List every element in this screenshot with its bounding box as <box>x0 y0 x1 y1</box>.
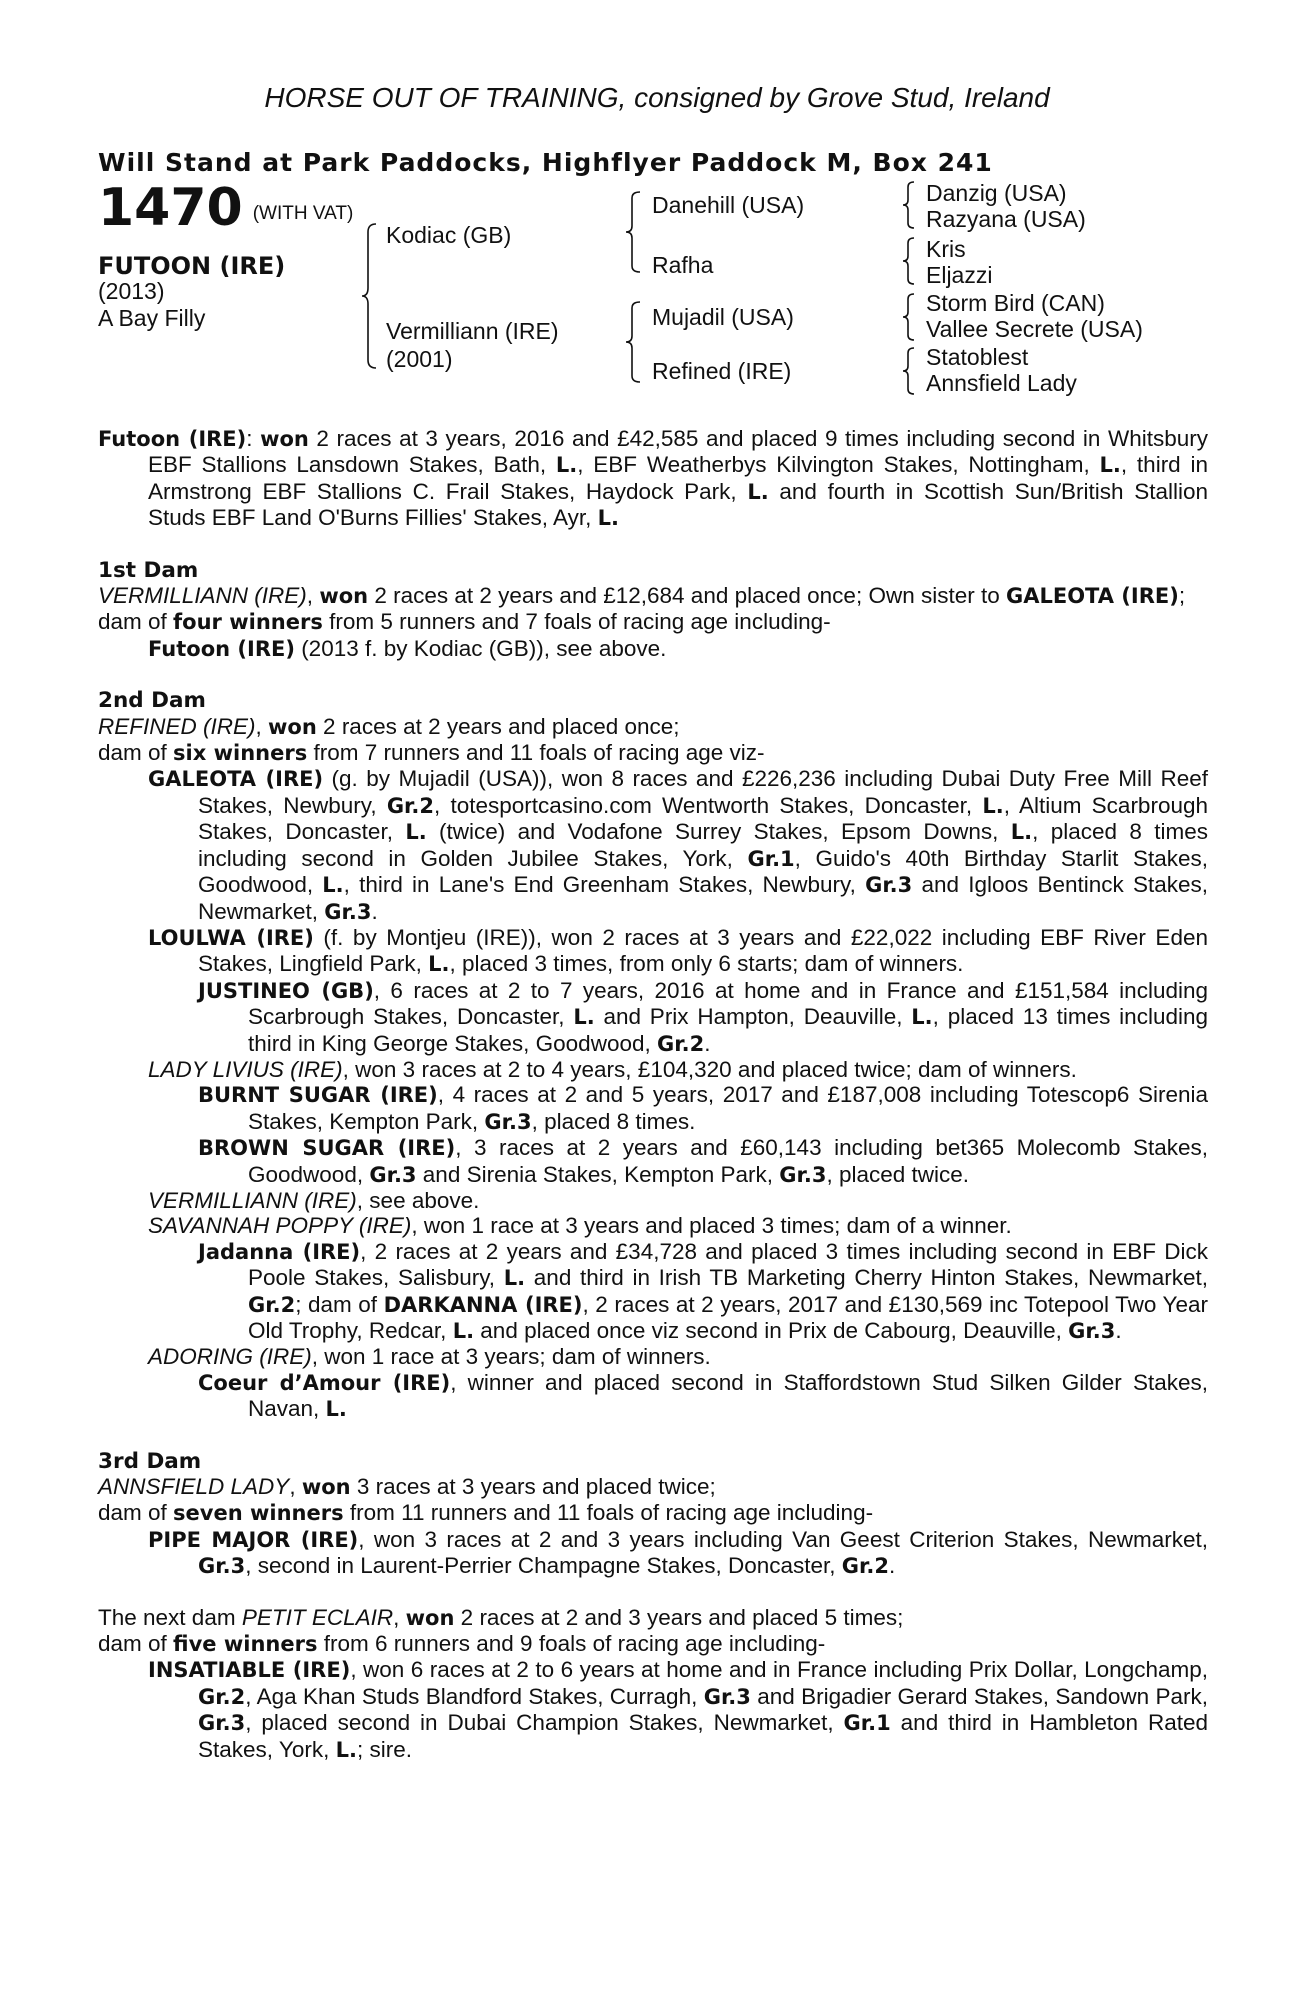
first-dam-foal: Futoon (IRE) (2013 f. by Kodiac (GB)), see above. <box>148 635 667 661</box>
pedigree-dam-dam: Refined (IRE) <box>652 358 792 384</box>
first-dam-produce: dam of four winners from 5 runners and 7 foals of racing age including- <box>98 609 831 635</box>
pedigree-ggp-4: Eljazzi <box>926 262 993 288</box>
pedigree-ggp-6: Vallee Secrete (USA) <box>926 316 1143 342</box>
brown-sugar-entry: BROWN SUGAR (IRE), 3 races at 2 years and £60,143 including bet365 Molecomb Stakes, Goodwood, Gr.3 and Sirenia Stakes, Kempton Park, Gr.3, placed twice. <box>198 1135 1208 1187</box>
pedigree-brace-ggp2 <box>900 236 918 286</box>
justineo-entry: JUSTINEO (GB), 6 races at 2 to 7 years, 2016 at home and in France and £151,584 including Scarbrough Stakes, Doncaster, L. and Prix Hampton, Deauville, L., placed 13 times including third in King George Stakes, Goodwood, Gr.2. <box>198 977 1208 1056</box>
lot-number: 1470 <box>98 178 243 238</box>
consignment-header: HORSE OUT OF TRAINING, consigned by Grove Stud, Ireland <box>264 82 1050 113</box>
pedigree-sire-sire: Danehill (USA) <box>652 192 805 218</box>
pedigree-ggp-1: Danzig (USA) <box>926 180 1067 206</box>
pedigree-dam-year: (2001) <box>386 346 453 372</box>
second-dam-paragraph: REFINED (IRE), won 2 races at 2 years and placed once; <box>98 713 680 739</box>
pedigree-text <box>98 426 1208 1763</box>
coeur-damour-entry: Coeur d’Amour (IRE), winner and placed second in Staffordstown Stud Silken Gilder Stakes, Navan, L. <box>198 1369 1208 1422</box>
jadanna-entry: Jadanna (IRE), 2 races at 2 years and £34,728 and placed 3 times including second in EBF Dick Poole Stakes, Salisbury, L. and third in Irish TB Marketing Cherry Hinton Stakes, Newmarket, Gr.2; dam of DARKANNA (IRE), 2 races at 2 years, 2017 and £130,569 inc Totepool Two Year Old Trophy, Redcar, L. and placed once viz second in Prix de Cabourg, Deauville, Gr.3. <box>198 1238 1208 1343</box>
horse-name: FUTOON (IRE) <box>98 252 286 280</box>
lady-livius-entry: LADY LIVIUS (IRE), won 3 races at 2 to 4 years, £104,320 and placed twice; dam of winners. <box>148 1056 1077 1082</box>
pedigree-sire: Kodiac (GB) <box>386 222 512 248</box>
pedigree-brace-main <box>360 222 380 370</box>
third-dam-paragraph: ANNSFIELD LADY, won 3 races at 3 years and placed twice; <box>98 1474 716 1500</box>
pedigree-sire-dam: Rafha <box>652 252 714 278</box>
horse-year: (2013) <box>98 278 165 304</box>
burnt-sugar-entry: BURNT SUGAR (IRE), 4 races at 2 and 5 years, 2017 and £187,008 including Totescop6 Sirenia Stakes, Kempton Park, Gr.3, placed 8 times. <box>198 1082 1208 1134</box>
pedigree-dam: Vermilliann (IRE) <box>386 318 559 344</box>
pedigree-ggp-2: Razyana (USA) <box>926 206 1086 232</box>
lot-number-line <box>98 178 354 238</box>
pedigree-brace-sire <box>624 190 644 274</box>
pedigree-ggp-5: Storm Bird (CAN) <box>926 290 1105 316</box>
pedigree-brace-dam <box>624 300 644 384</box>
next-dam-paragraph: The next dam PETIT ECLAIR, won 2 races at 2 and 3 years and placed 5 times; <box>98 1604 904 1630</box>
next-dam-produce: dam of five winners from 6 runners and 9 foals of racing age including- <box>98 1631 826 1657</box>
first-dam-paragraph: VERMILLIANN (IRE), won 2 races at 2 years and £12,684 and placed once; Own sister to GALEOTA (IRE); <box>98 583 1186 609</box>
pedigree-brace-ggp4 <box>900 346 918 396</box>
pedigree-brace-ggp1 <box>900 180 918 230</box>
insatiable-entry: INSATIABLE (IRE), won 6 races at 2 to 6 years at home and in France including Prix Dollar, Longchamp, Gr.2, Aga Khan Studs Blandford Stakes, Curragh, Gr.3 and Brigadier Gerard Stakes, Sandown Park, Gr.3, placed second in Dubai Champion Stakes, Newmarket, Gr.1 and third in Hambleton Rated Stakes, York, L.; sire. <box>148 1657 1209 1762</box>
vat-note: (WITH VAT) <box>252 203 354 224</box>
pedigree-dam-sire: Mujadil (USA) <box>652 304 794 330</box>
pedigree-ggp-3: Kris <box>926 236 966 262</box>
savannah-poppy-entry: SAVANNAH POPPY (IRE), won 1 race at 3 years and placed 3 times; dam of a winner. <box>148 1213 1012 1239</box>
pedigree-ggp-8: Annsfield Lady <box>926 370 1077 396</box>
first-dam-heading: 1st Dam <box>98 557 199 583</box>
third-dam-produce: dam of seven winners from 11 runners and 11 foals of racing age including- <box>98 1500 874 1526</box>
loulwa-entry: LOULWA (IRE) (f. by Montjeu (IRE)), won 2 races at 3 years and £22,022 including EBF River Eden Stakes, Lingfield Park, L., placed 3 times, from only 6 starts; dam of winners. <box>148 924 1208 977</box>
horse-description: A Bay Filly <box>98 305 206 331</box>
galeota-entry: GALEOTA (IRE) (g. by Mujadil (USA)), won 8 races and £226,236 including Dubai Duty Free Mill Reef Stakes, Newbury, Gr.2, totesportcasino.com Wentworth Stakes, Doncaster, L., Altium Scarbrough Stakes, Doncaster, L. (twice) and Vodafone Surrey Stakes, Epsom Downs, L., placed 8 times including second in Golden Jubilee Stakes, York, Gr.1, Guido's 40th Birthday Starlit Stakes, Goodwood, L., third in Lane's End Greenham Stakes, Newbury, Gr.3 and Igloos Bentinck Stakes, Newmarket, Gr.3. <box>148 766 1208 924</box>
pedigree-brace-ggp3 <box>900 292 918 342</box>
third-dam-heading: 3rd Dam <box>98 1448 202 1474</box>
futoon-paragraph: Futoon (IRE): won 2 races at 3 years, 2016 and £42,585 and placed 9 times including second in Whitsbury EBF Stallions Lansdown Stakes, Bath, L., EBF Weatherbys Kilvington Stakes, Nottingham, L., third in Armstrong EBF Stallions C. Frail Stakes, Haydock Park, L. and fourth in Scottish Sun/British Stallion Studs EBF Land O'Burns Fillies' Stakes, Ayr, L. <box>98 426 1208 531</box>
pedigree-ggp-7: Statoblest <box>926 344 1029 370</box>
second-dam-heading: 2nd Dam <box>98 688 206 714</box>
second-dam-produce: dam of six winners from 7 runners and 11 foals of racing age viz- <box>98 740 765 766</box>
stand-location: Will Stand at Park Paddocks, Highflyer Paddock M, Box 241 <box>98 148 993 177</box>
pipe-major-entry: PIPE MAJOR (IRE), won 3 races at 2 and 3 years including Van Geest Criterion Stakes, Newmarket, Gr.3, second in Laurent-Perrier Champagne Stakes, Doncaster, Gr.2. <box>148 1526 1208 1579</box>
vermilliann-entry: VERMILLIANN (IRE), see above. <box>148 1187 480 1213</box>
adoring-entry: ADORING (IRE), won 1 race at 3 years; dam of winners. <box>148 1344 711 1370</box>
